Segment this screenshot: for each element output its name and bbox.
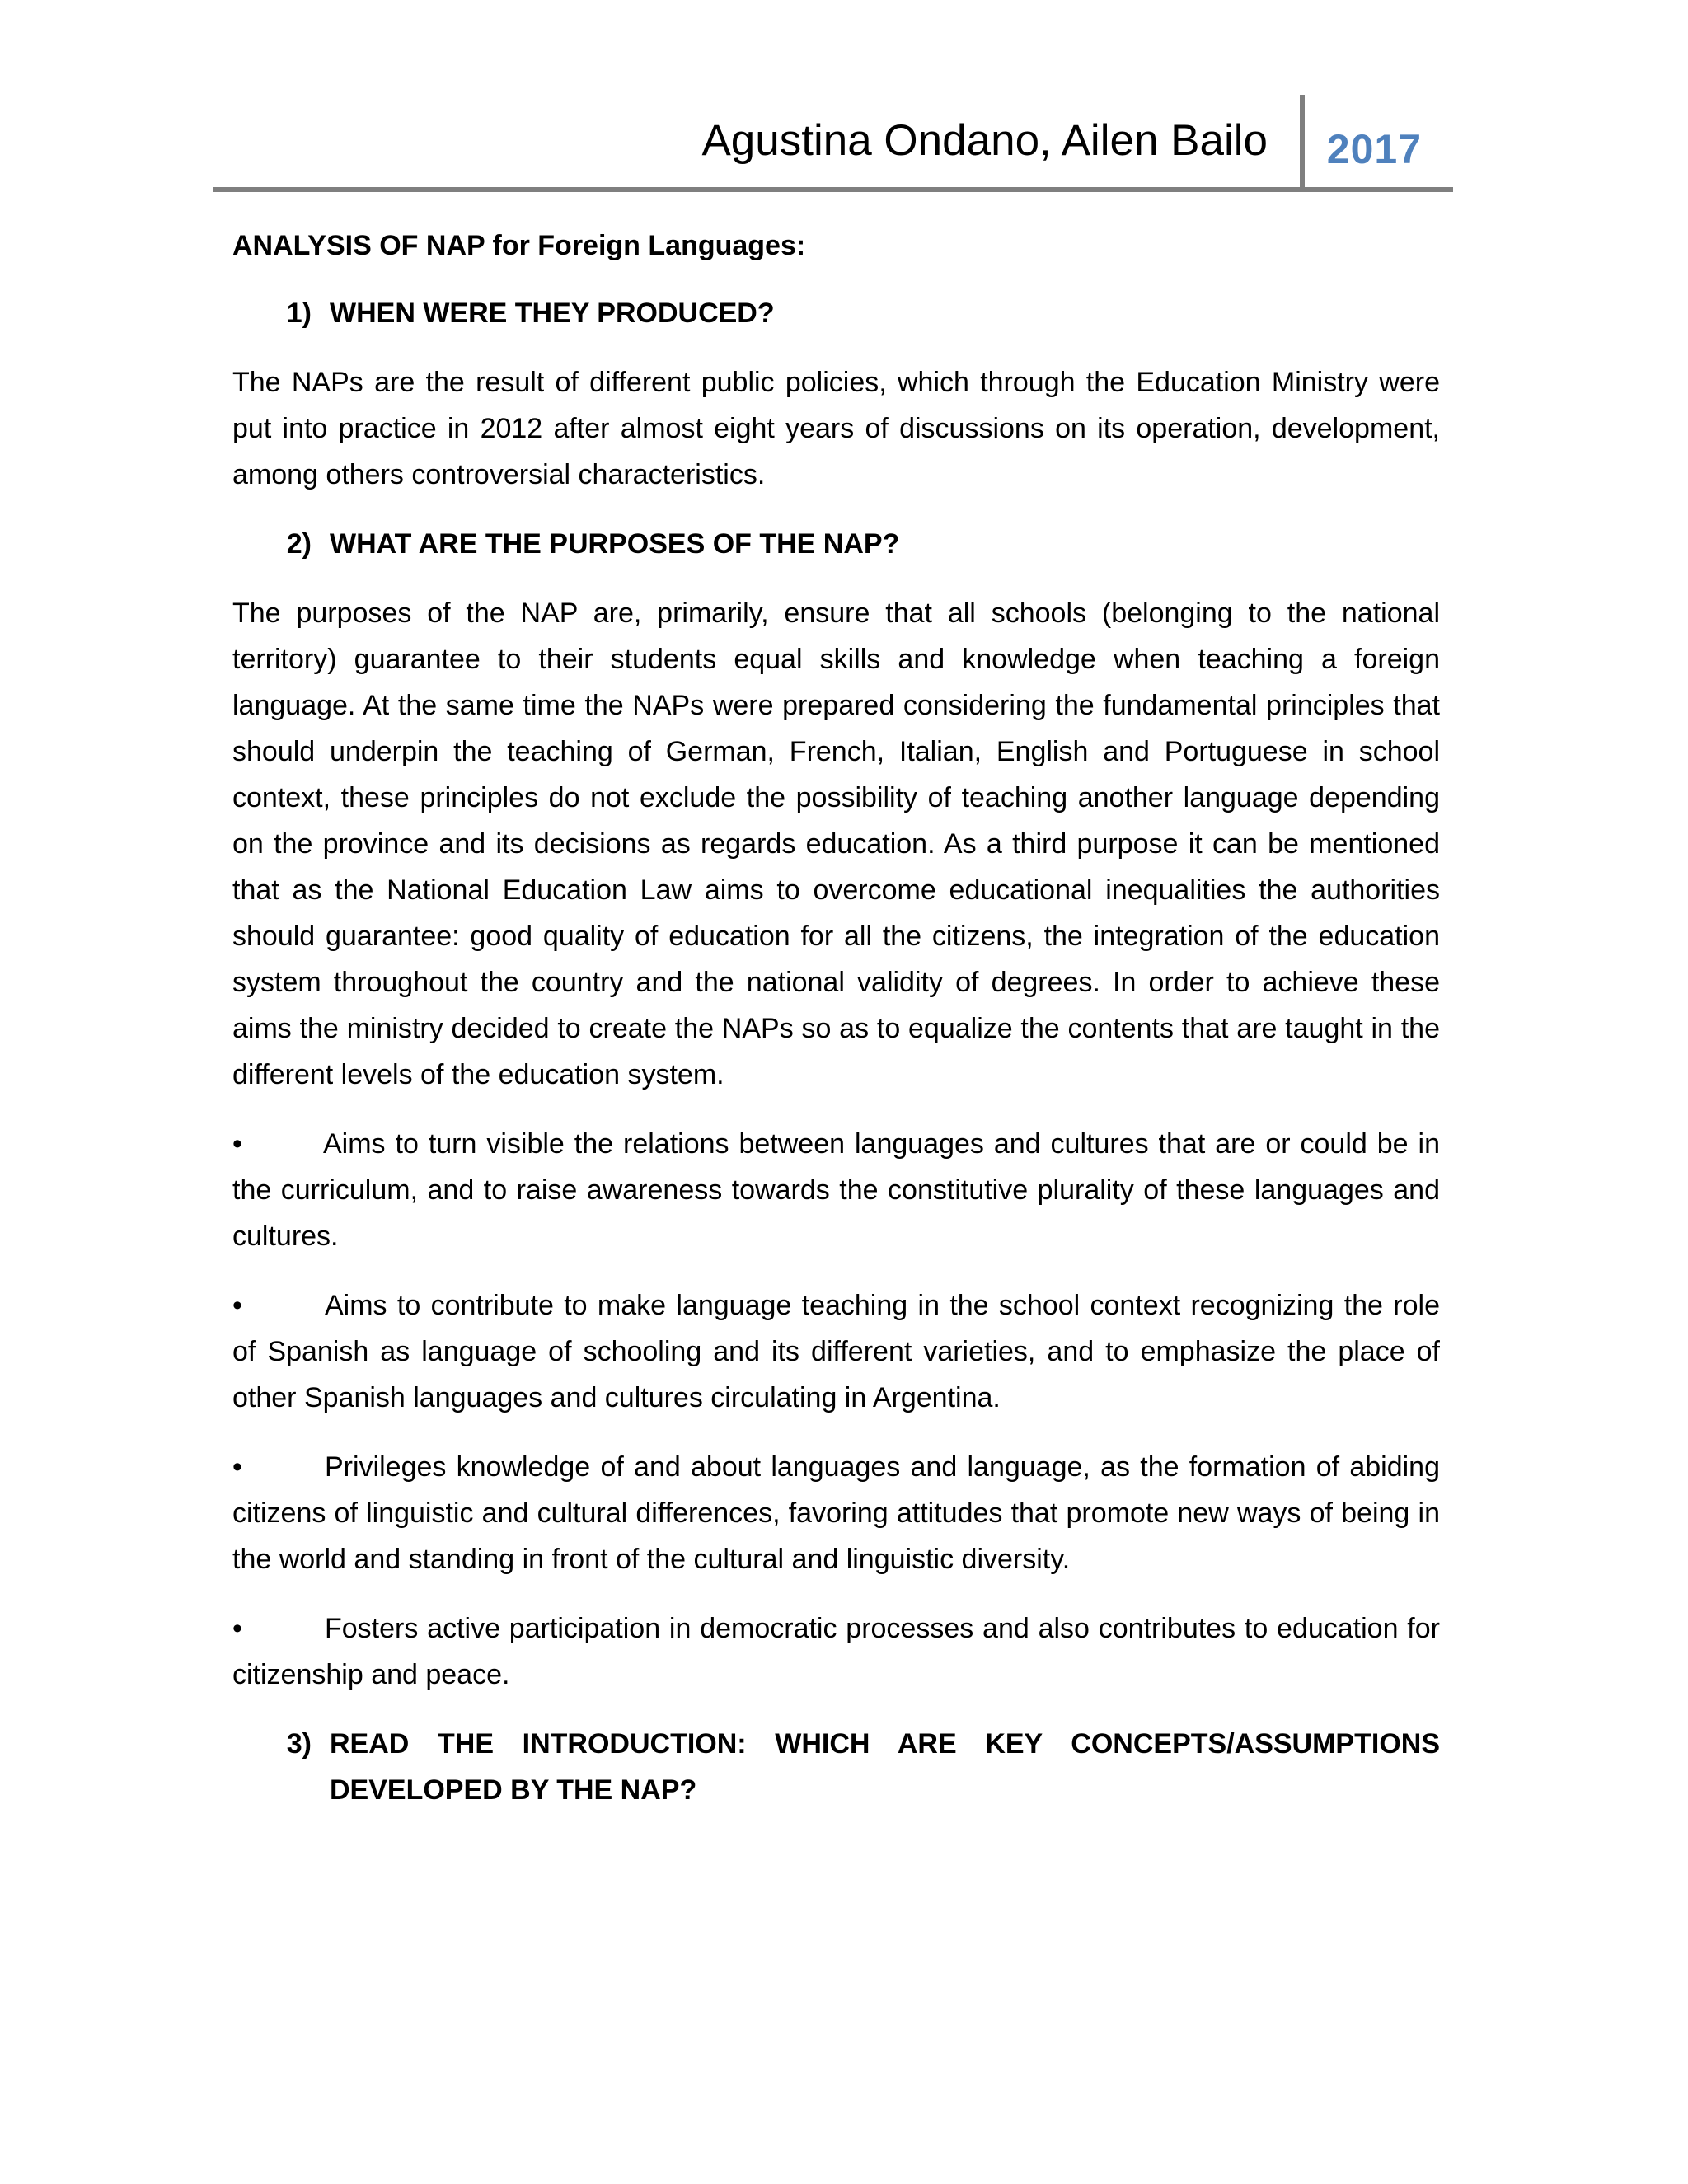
question-1-number: 1) bbox=[286, 298, 312, 329]
question-1-text: WHEN WERE THEY PRODUCED? bbox=[330, 298, 775, 329]
bullet-text-1: Aims to turn visible the relations between languages and cultures that are or could be in the curriculum, and to raise awareness towards the constitutive plurality of these languages and cultures. bbox=[232, 1128, 1440, 1252]
question-3-text: READ THE INTRODUCTION: WHICH ARE KEY CONCEPTS/ASSUMPTIONS DEVELOPED BY THE NAP? bbox=[330, 1728, 1440, 1806]
header-authors: Agustina Ondano, Ailen Bailo bbox=[701, 116, 1268, 165]
bullet-text-3: Privileges knowledge of and about languages and language, as the formation of abiding citizens of linguistic and cultural differences, favoring attitudes that promote new ways of being in the world and standing in front of the cultural and linguistic diversity. bbox=[232, 1451, 1440, 1575]
document-title: ANALYSIS OF NAP for Foreign Languages: bbox=[232, 230, 806, 261]
header-divider bbox=[1300, 95, 1305, 187]
bullet-symbol: • bbox=[232, 1128, 242, 1160]
question-1-heading bbox=[232, 290, 1440, 336]
paragraph-1: The NAPs are the result of different public policies, which through the Education Ministry were put into practice in 2012 after almost eight years of discussions on its operation, development, among others controversial characteristics. bbox=[232, 367, 1440, 490]
bullet-item-1 bbox=[232, 1121, 1440, 1259]
question-2-text: WHAT ARE THE PURPOSES OF THE NAP? bbox=[330, 528, 900, 560]
bullet-symbol: • bbox=[232, 1451, 242, 1483]
question-3-number: 3) bbox=[286, 1728, 312, 1760]
paragraph-2: The purposes of the NAP are, primarily, ensure that all schools (belonging to the national territory) guarantee to their students equal skills and knowledge when teaching a foreign language. At the same time the NAPs were prepared considering the fundamental principles that should underpin the teaching of German, French, Italian, English and Portuguese in school context, these principles do not exclude the possibility of teaching another language depending on the province and its decisions as regards education. As a third purpose it can be mentioned that as the National Education Law aims to overcome educational inequalities the authorities should guarantee: good quality of education for all the citizens, the integration of the education system throughout the country and the national validity of degrees. In order to achieve these aims the ministry decided to create the NAPs so as to equalize the contents that are taught in the different levels of the education system. bbox=[232, 598, 1440, 1090]
document-body bbox=[232, 223, 1440, 1836]
bullet-symbol: • bbox=[232, 1613, 242, 1644]
bullet-item-3 bbox=[232, 1444, 1440, 1582]
question-2-heading bbox=[232, 521, 1440, 567]
bullet-item-2 bbox=[232, 1282, 1440, 1421]
question-3-heading bbox=[232, 1721, 1440, 1813]
header-year: 2017 bbox=[1326, 126, 1422, 172]
bullet-item-4 bbox=[232, 1605, 1440, 1698]
bullet-text-4: Fosters active participation in democratic processes and also contributes to education for citizenship and peace. bbox=[232, 1613, 1440, 1690]
bullet-text-2: Aims to contribute to make language teaching in the school context recognizing the role of Spanish as language of schooling and its different varieties, and to emphasize the place of other Spanish languages and cultures circulating in Argentina. bbox=[232, 1290, 1440, 1413]
page-header bbox=[213, 95, 1453, 192]
question-2-number: 2) bbox=[286, 528, 312, 560]
bullet-symbol: • bbox=[232, 1290, 242, 1321]
